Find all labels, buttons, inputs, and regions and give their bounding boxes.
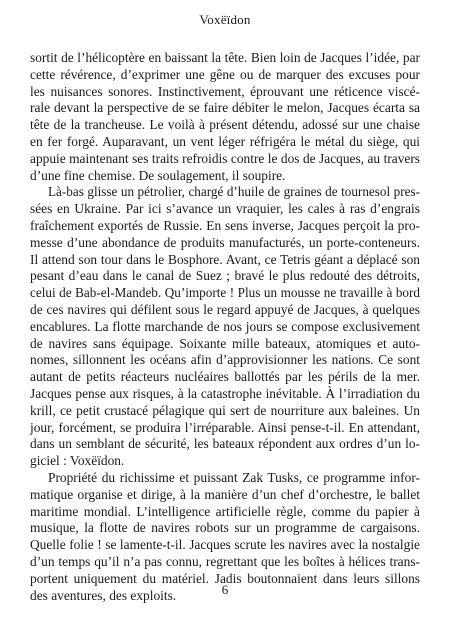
text-line: rale devant la perspective de se faire débiter le melon, Jacques écarta sa xyxy=(30,100,420,116)
text-line: messe d’une abondance de produits manufacturés, un porte-conteneurs. xyxy=(30,234,420,250)
text-line: de navires sans équipage. Soixante mille bateaux, atomiques et auto- xyxy=(30,335,420,351)
text-line: Il attend son tour dans le Bosphore. Avant, ce Tetris géant a déplacé son xyxy=(30,251,420,267)
text-line: dans un semblant de sécurité, les bateaux répondent aux ordres d’un lo- xyxy=(30,436,420,452)
text-line: d’un temps qu’il n’a pas connu, regrettant que les boîtes à hélices trans- xyxy=(30,553,420,569)
text-line: fraîchement exportés de Russie. En sens inverse, Jacques perçoit la pro- xyxy=(30,217,420,233)
text-line: d’une fine chemise. De soulagement, il soupire. xyxy=(30,167,286,183)
text-line: musique, la flotte de navires robots sur un programme de cargaisons. xyxy=(30,520,420,536)
text-line: des aventures, des exploits. xyxy=(30,587,177,603)
text-line: pesant d’eau dans le canal de Suez ; bravé le plus redouté des détroits, xyxy=(30,268,420,284)
text-line: en fer forgé. Auparavant, un vent léger réfrigéra le métal du siège, qui xyxy=(30,133,420,149)
text-line: Jacques pense aux risques, à la catastrophe inévitable. À l’irradiation du xyxy=(30,385,420,401)
text-line: jour, forcément, se produira l’irréparable. Ainsi pense-t-il. En attendant, xyxy=(30,419,420,435)
text-line: celui de Bab-el-Mandeb. Qu’importe ! Plus un mousse ne travaille à bord xyxy=(30,285,420,301)
text-line: giciel : Voxëïdon. xyxy=(30,453,125,469)
text-line: matique organise et dirige, à la manière d’un chef d’orchestre, le ballet xyxy=(30,486,420,502)
text-line: sortit de l’hélicoptère en baissant la tête. Bien loin de Jacques l’idée, par xyxy=(30,50,420,65)
text-line: appuie maintenant ses traits refroidis contre le dos de Jacques, au travers xyxy=(30,150,420,166)
text-line: les nuisances sonores. Instinctivement, éprouvant une réticence viscé- xyxy=(30,83,420,99)
text-line: sées en Ukraine. Par ici s’avance un vraquier, les cales à ras d’engrais xyxy=(30,201,420,217)
text-line: cette révérence, d’exprimer une gêne ou de marquer des excuses pour xyxy=(30,66,420,82)
text-line: portent uniquement du matériel. Jadis boutonnaient dans leurs sillons xyxy=(30,570,420,586)
text-line: krill, ce petit crustacé pélagique qui sert de nourriture aux baleines. Un xyxy=(30,402,420,418)
text-line: autant de petits réacteurs nucléaires ballottés par les périls de la mer. xyxy=(30,369,420,385)
text-line: maritime mondial. L’intelligence artificielle règle, comme du papier à xyxy=(30,503,420,519)
text-line: nomes, sillonnent les océans afin d’approvisionner les nations. Ce sont xyxy=(30,352,420,368)
text-line: de ces navires qui défilent sous le regard appuyé de Jacques, à quelques xyxy=(30,301,420,317)
text-line: encablures. La flotte marchande de nos jours se compose exclusivement xyxy=(30,318,420,334)
text-line: tête de la trancheuse. Le voilà à présent détendu, adossé sur une chaise xyxy=(30,117,420,133)
paragraph xyxy=(30,50,420,184)
running-title: Voxëïdon xyxy=(199,12,251,27)
paragraph xyxy=(30,184,420,470)
page-number: 6 xyxy=(221,582,229,597)
text-line: Là-bas glisse un pétrolier, chargé d’huile de graines de tournesol pres- xyxy=(48,184,420,200)
body-text xyxy=(30,50,420,604)
text-line: Quelle folie ! se lamente-t-il. Jacques scrute les navires avec la nostalgie xyxy=(30,537,420,553)
text-line: Propriété du richissime et puissant Zak Tusks, ce programme infor- xyxy=(48,469,420,485)
